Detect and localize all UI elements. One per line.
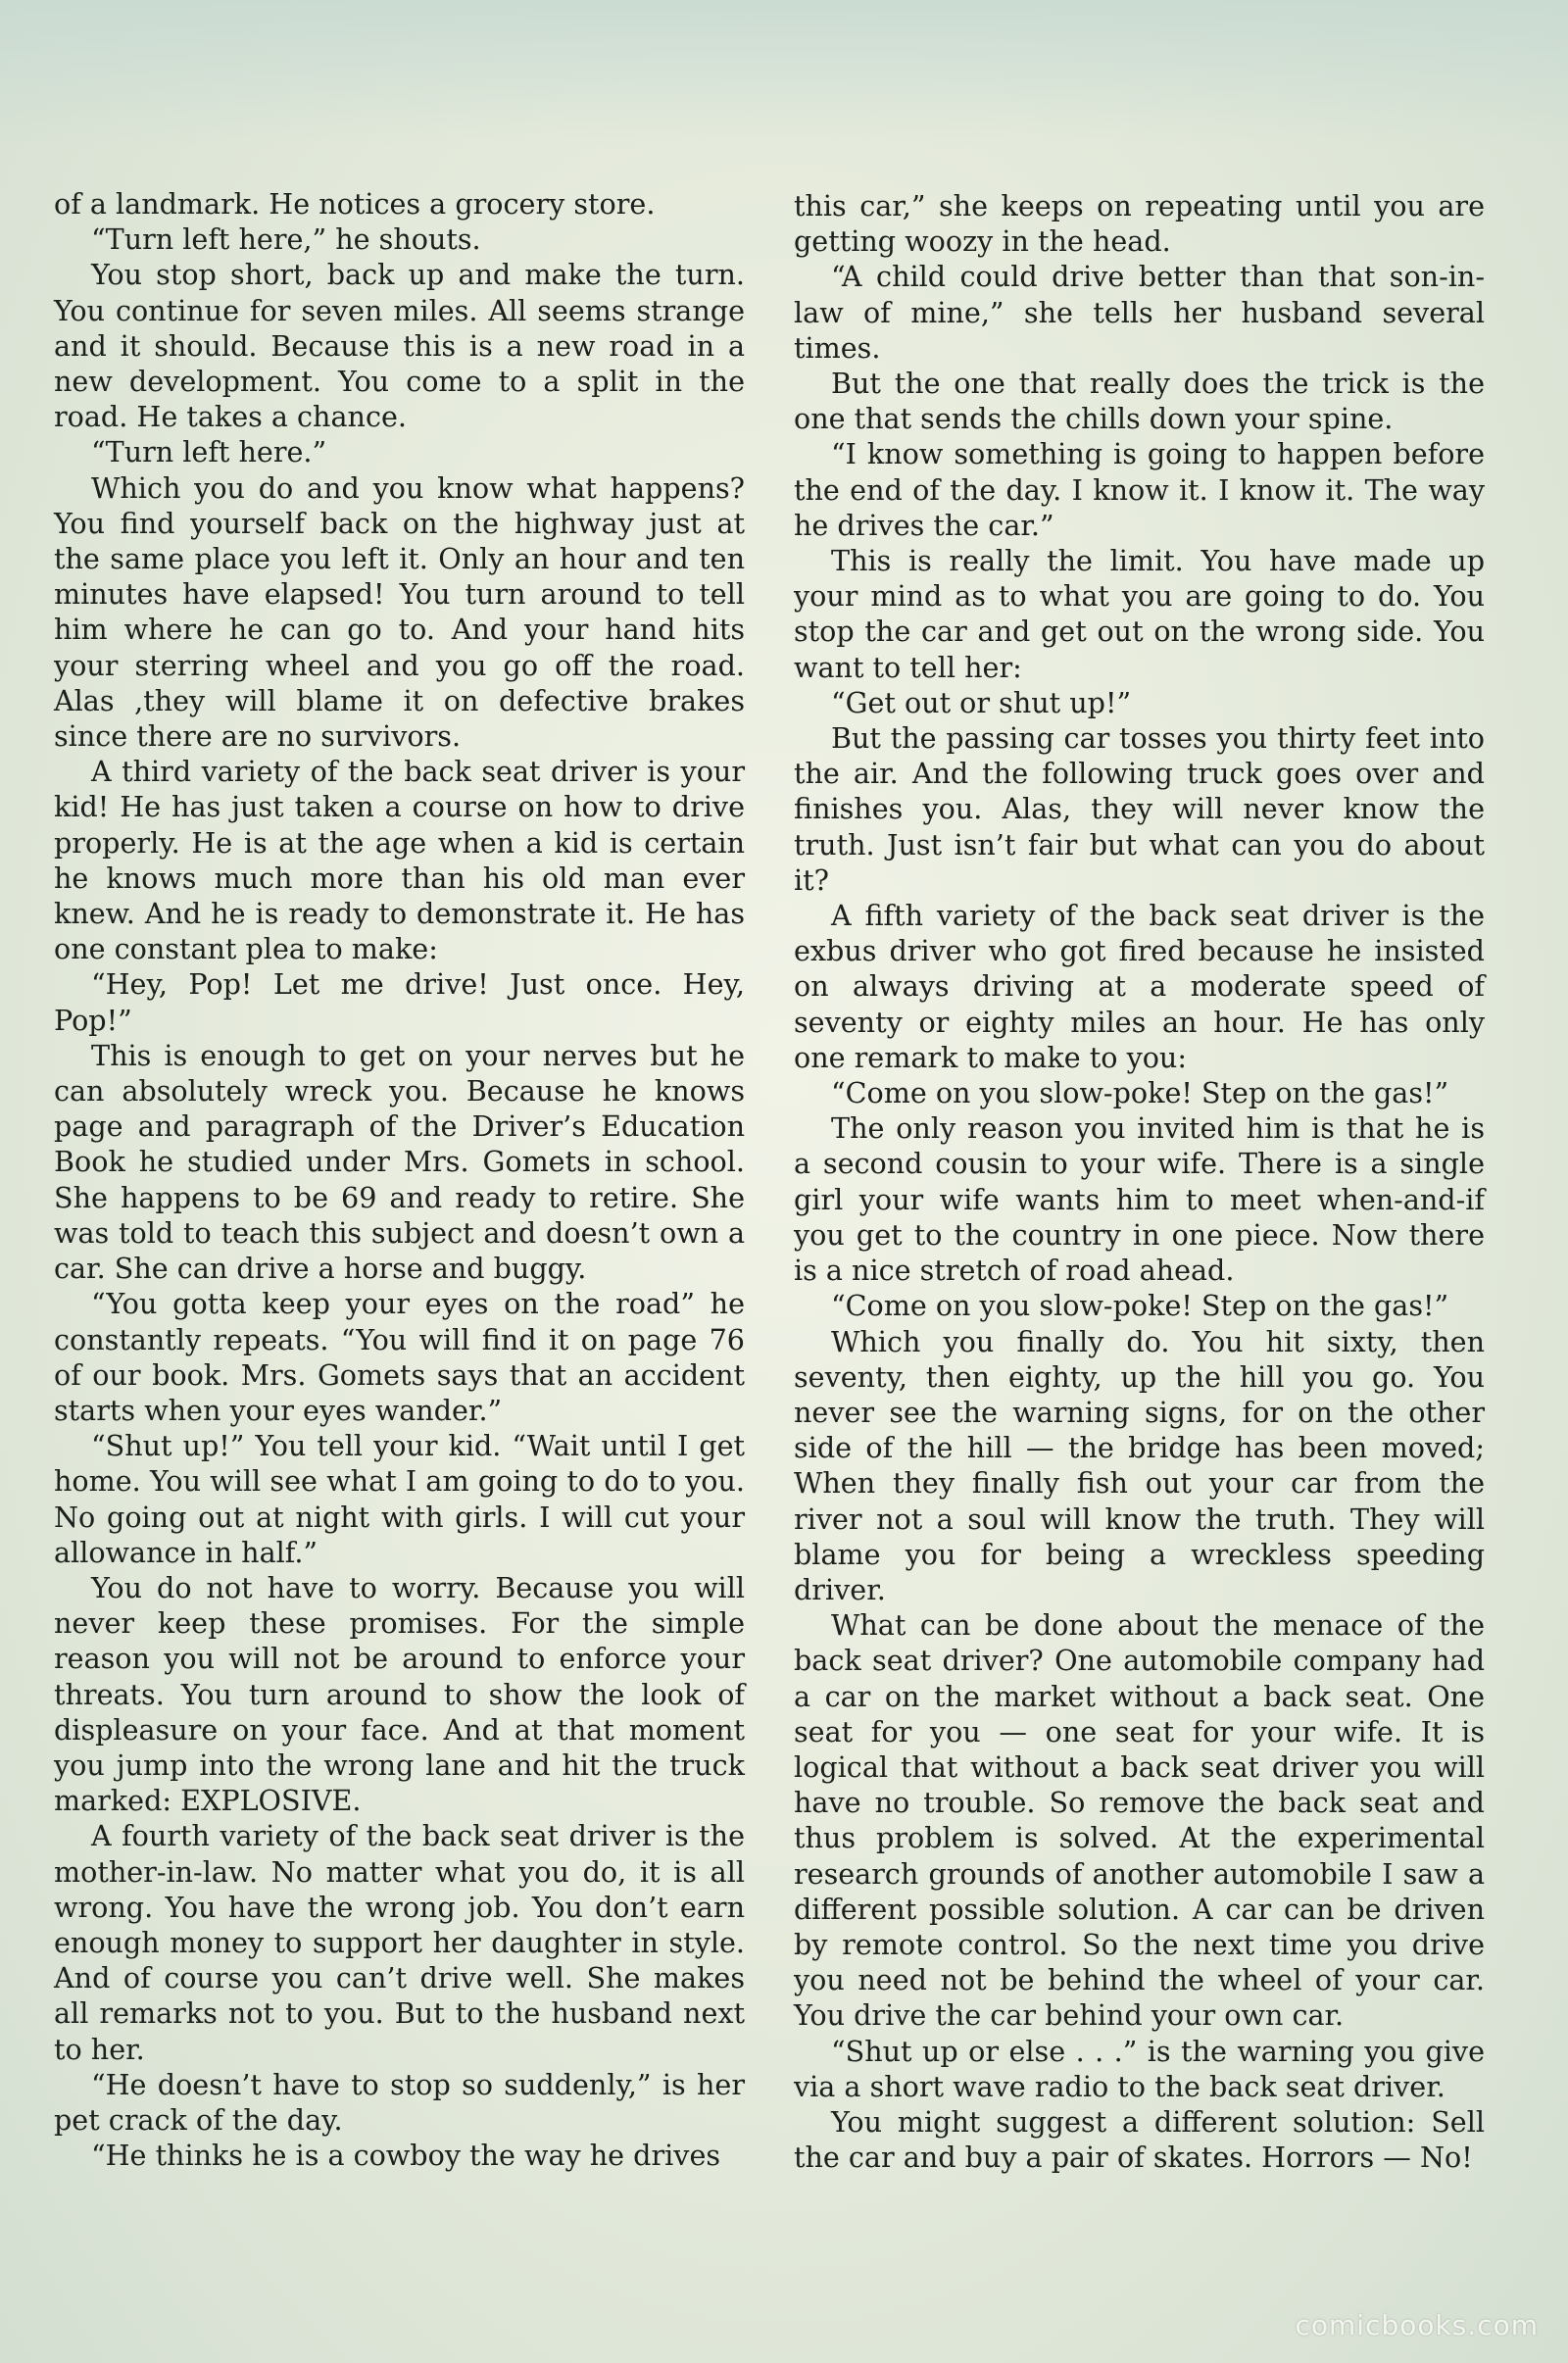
paragraph: You stop short, back up and make the turn. You continue for seven miles. All seems strange and it should. Because this is a new road in a new development. You come to a split in the road. He takes a chance.: [54, 258, 745, 434]
paragraph: “You gotta keep your eyes on the road” he constantly repeats. “You will find it on page 76 of our book. Mrs. Gomets says that an accident starts when your eyes wander.”: [54, 1287, 745, 1427]
paragraph: You do not have to worry. Because you will never keep these promises. For the simple reason you will not be around to enforce your threats. You turn around to show the look of displeasure on your face. And at that moment you jump into the wrong lane and hit the truck marked: EXPLOSIVE.: [54, 1570, 745, 1818]
paragraph: “Turn left here,” he shouts.: [91, 222, 481, 257]
paragraph: But the one that really does the trick is the one that sends the chills down your spine.: [794, 367, 1485, 436]
paragraph: “Turn left here.”: [91, 435, 327, 469]
paragraph: “Shut up!” You tell your kid. “Wait until I get home. You will see what I am going to do to you. No going out at night with girls. I will cut your allowance in half.”: [54, 1429, 745, 1569]
site-watermark: comicbooks.com: [1295, 2309, 1539, 2341]
paragraph: You might suggest a different solution: Sell the car and buy a pair of skates. Horrors — No!: [794, 2104, 1485, 2175]
paragraph: “Get out or shut up!”: [831, 685, 1132, 719]
faded-top-band: [0, 0, 1568, 147]
paragraph: This is enough to get on your nerves but he can absolutely wreck you. Because he knows page and paragraph of the Driver’s Education Book he studied under Mrs. Gomets in school. She happens to be 69 and ready to retire. She was told to teach this subject and doesn’t own a car. She can drive a horse and buggy.: [54, 1038, 745, 1286]
paragraph: “I know something is going to happen before the end of the day. I know it. I know it. The way he drives the car.”: [794, 437, 1485, 542]
paragraph: “He doesn’t have to stop so suddenly,” is her pet crack of the day.: [54, 2067, 745, 2137]
paragraph: But the passing car tosses you thirty feet into the air. And the following truck goes over and finishes you. Alas, they will never know the truth. Just isn’t fair but what can you do about it?: [794, 721, 1485, 897]
paragraph: “He thinks he is a cowboy the way he drives: [91, 2139, 721, 2173]
paragraph: “A child could drive better than that son-in-law of mine,” she tells her husband several times.: [794, 260, 1485, 365]
left-text-column: [54, 186, 745, 2173]
paragraph: “Shut up or else . . .” is the warning you give via a short wave radio to the back seat driver.: [794, 2034, 1485, 2103]
paragraph: “Hey, Pop! Let me drive! Just once. Hey, Pop!”: [54, 967, 745, 1037]
paragraph: of a landmark. He notices a grocery store.: [54, 187, 656, 221]
paragraph: The only reason you invited him is that he is a second cousin to your wife. There is a single girl your wife wants him to meet when-and-if you get to the country in one piece. Now there is a nice stretch of road ahead.: [794, 1111, 1485, 1288]
paragraph: What can be done about the menace of the back seat driver? One automobile company had a car on the market without a back seat. One seat for you — one seat for your wife. It is logical that without a back seat driver you will have no trouble. So remove the back seat and thus problem is solved. At the experimental research grounds of another automobile I saw a different possible solution. A car can be driven by remote control. So the next time you drive you need not be behind the wheel of your car. You drive the car behind your own car.: [794, 1608, 1485, 2033]
paragraph: “Come on you slow-poke! Step on the gas!”: [831, 1076, 1449, 1110]
paragraph: A third variety of the back seat driver is your kid! He has just taken a course on how to drive properly. He is at the age when a kid is certain he knows much more than his old man ever knew. And he is ready to demonstrate it. He has one constant plea to make:: [54, 755, 745, 966]
paragraph: “Come on you slow-poke! Step on the gas!”: [831, 1289, 1449, 1323]
paragraph: A fifth variety of the back seat driver is the exbus driver who got fired because he insisted on always driving at a moderate speed of seventy or eighty miles an hour. He has only one remark to make to you:: [794, 899, 1485, 1074]
paragraph: Which you do and you know what happens? You find yourself back on the highway just at the same place you left it. Only an hour and ten minutes have elapsed! You turn around to tell him where he can go to. And your hand hits your sterring wheel and you go off the road. Alas ,they will blame it on defective brakes since there are no survivors.: [54, 470, 745, 754]
paragraph: Which you finally do. You hit sixty, then seventy, then eighty, up the hill you go. You never see the warning signs, for on the other side of the hill — the bridge has been moved; When they finally fish out your car from the river not a soul will know the truth. They will blame you for being a wreckless speeding driver.: [794, 1324, 1485, 1606]
paragraph: A fourth variety of the back seat driver is the mother-in-law. No matter what you do, it is all wrong. You have the wrong job. You don’t earn enough money to support her daughter in style. And of course you can’t drive well. She makes all remarks not to you. But to the husband next to her.: [54, 1819, 745, 2066]
right-text-column: [794, 188, 1485, 2175]
paragraph: this car,” she keeps on repeating until you are getting woozy in the head.: [794, 189, 1485, 259]
paragraph: This is really the limit. You have made up your mind as to what you are going to do. You stop the car and get out on the wrong side. You want to tell her:: [794, 544, 1485, 684]
